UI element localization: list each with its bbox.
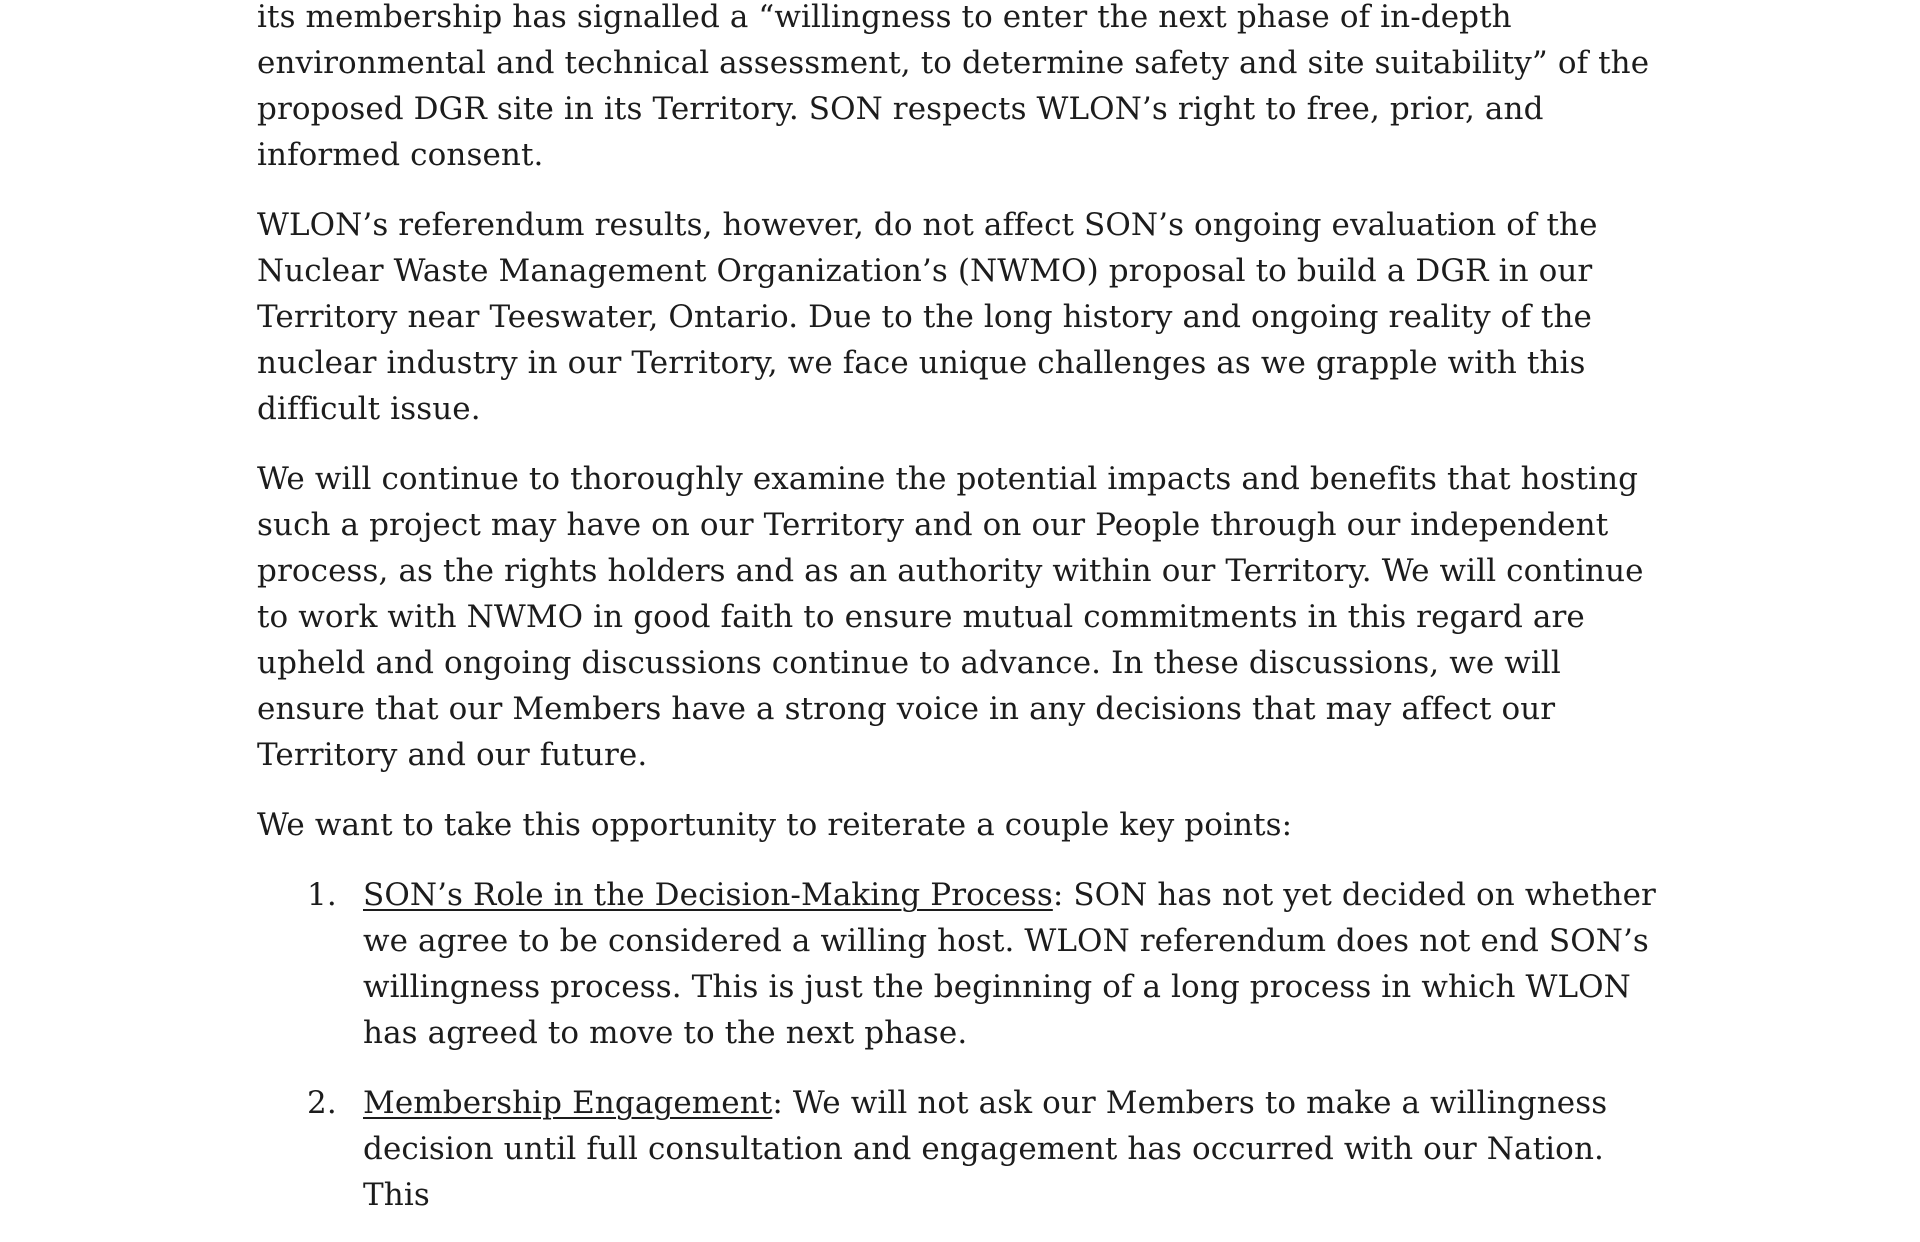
paragraph-key-points-intro: We want to take this opportunity to reiterate a couple key points: [257,807,1293,843]
paragraph-wlon-willingness: its membership has signalled a “willingness to enter the next phase of in-depth environmental and technical assessment, to determine safety and site suitability” of the proposed DGR site in its Territory. SON respects WLON’s right to free, prior, and informed consent. [257,0,1650,173]
list-item-heading: Membership Engagement [363,1085,773,1121]
list-item [257,872,1677,1056]
list-item [257,1080,1677,1218]
document-page [257,0,1677,1242]
paragraph-continue-examination: We will continue to thoroughly examine the potential impacts and benefits that hosting such a project may have on our Territory and on our People through our independent process, as the rights holders and as an authority within our Territory. We will continue to work with NWMO in good faith to ensure mutual commitments in this regard are upheld and ongoing discussions continue to advance. In these discussions, we will ensure that our Members have a strong voice in any decisions that may affect our Territory and our future. [257,461,1644,773]
list-item-heading: SON’s Role in the Decision-Making Process [363,877,1053,913]
key-points-list [257,872,1677,1218]
list-item-body: : SON has not yet decided on whether we agree to be considered a willing host. WLON referendum does not end SON’s willingness process. This is just the beginning of a long process in which WLON has agreed to move to the next phase. [363,877,1656,1051]
list-item-body: : We will not ask our Members to make a willingness decision until full consultation and engagement has occurred with our Nation. This [363,1085,1608,1213]
paragraph-referendum-results: WLON’s referendum results, however, do not affect SON’s ongoing evaluation of the Nuclear Waste Management Organization’s (NWMO) proposal to build a DGR in our Territory near Teeswater, Ontario. Due to the long history and ongoing reality of the nuclear industry in our Territory, we face unique challenges as we grapple with this difficult issue. [257,207,1598,427]
list-item-number: 1. [307,877,337,913]
list-item-number: 2. [307,1085,337,1121]
